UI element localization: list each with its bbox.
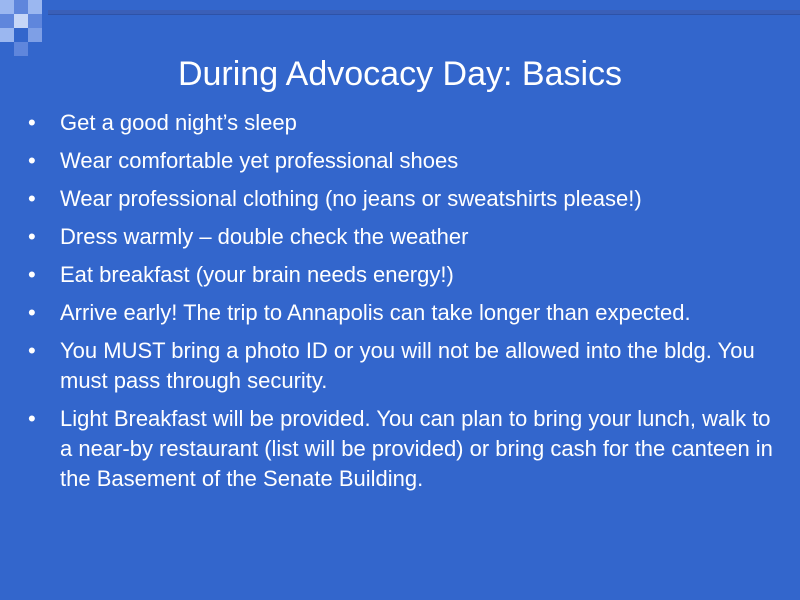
bullet-text: Wear professional clothing (no jeans or sweatshirts please!) bbox=[60, 186, 642, 211]
bullet-text: Dress warmly – double check the weather bbox=[60, 224, 469, 249]
bullet-list bbox=[28, 108, 773, 502]
bullet-text: Arrive early! The trip to Annapolis can take longer than expected. bbox=[60, 300, 691, 325]
bullet-icon: • bbox=[28, 110, 36, 135]
list-item bbox=[28, 260, 773, 290]
header-rule bbox=[48, 10, 800, 14]
bullet-text: You MUST bring a photo ID or you will not be allowed into the bldg. You must pass through security. bbox=[60, 338, 755, 393]
bullet-icon: • bbox=[28, 148, 36, 173]
bullet-icon: • bbox=[28, 300, 36, 325]
bullet-text: Get a good night’s sleep bbox=[60, 110, 297, 135]
list-item bbox=[28, 222, 773, 252]
list-item bbox=[28, 146, 773, 176]
bullet-icon: • bbox=[28, 262, 36, 287]
list-item bbox=[28, 336, 773, 396]
list-item bbox=[28, 184, 773, 214]
list-item bbox=[28, 404, 773, 494]
bullet-text: Light Breakfast will be provided. You can plan to bring your lunch, walk to a near-by restaurant (list will be provided) or bring cash for the canteen in the Basement of the Senate Building. bbox=[60, 406, 773, 491]
list-item bbox=[28, 108, 773, 138]
slide-title: During Advocacy Day: Basics bbox=[177, 55, 623, 93]
bullet-icon: • bbox=[28, 186, 36, 211]
bullet-icon: • bbox=[28, 406, 36, 431]
bullet-icon: • bbox=[28, 338, 36, 363]
bullet-text: Eat breakfast (your brain needs energy!) bbox=[60, 262, 454, 287]
list-item bbox=[28, 298, 773, 328]
bullet-icon: • bbox=[28, 224, 36, 249]
bullet-text: Wear comfortable yet professional shoes bbox=[60, 148, 459, 173]
